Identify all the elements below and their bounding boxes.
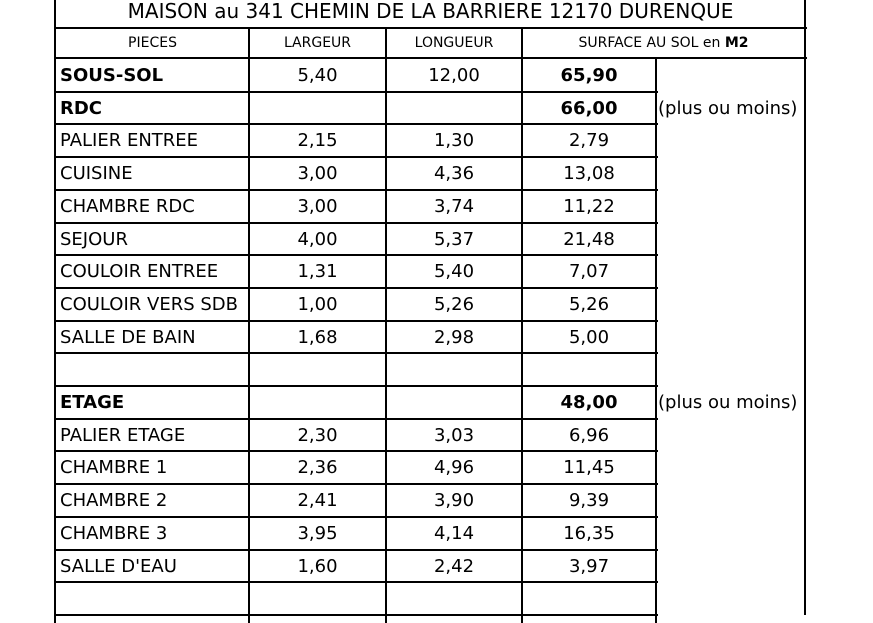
largeur-cell (249, 582, 386, 615)
room-name: CHAMBRE 3 (60, 523, 168, 544)
surface-cell: 48,00 (560, 392, 618, 413)
header-surface (522, 28, 805, 58)
header-surface-label: SURFACE AU SOL en (578, 35, 725, 51)
longueur-cell: 5,40 (433, 261, 475, 282)
header-surface-unit: M2 (724, 35, 749, 51)
longueur-cell: 1,30 (433, 130, 475, 151)
surface-cell: 5,26 (568, 294, 610, 315)
largeur-cell: 2,41 (297, 490, 338, 511)
surface-cell: 7,07 (568, 261, 610, 282)
surface-cell: 6,96 (568, 425, 610, 446)
surface-cell: 66,00 (560, 98, 618, 119)
room-name: ETAGE (60, 392, 125, 413)
grid-line-v (54, 0, 56, 623)
surface-cell: 16,35 (563, 523, 615, 544)
largeur-cell (249, 353, 386, 386)
largeur-cell: 3,95 (297, 523, 338, 544)
room-name: SOUS-SOL (60, 65, 164, 86)
header-largeur: LARGEUR (283, 35, 352, 51)
longueur-cell: 12,00 (428, 65, 480, 86)
room-name: SALLE D'EAU (60, 556, 177, 577)
longueur-cell (386, 386, 522, 419)
longueur-cell (386, 582, 522, 615)
room-name: CHAMBRE 2 (60, 490, 168, 511)
longueur-cell (386, 92, 522, 125)
surface-note: (plus ou moins) (658, 98, 798, 119)
largeur-cell (249, 92, 386, 125)
grid-line-h (56, 27, 807, 29)
largeur-cell: 1,68 (297, 327, 338, 348)
surface-cell (522, 353, 656, 386)
room-name: PALIER ENTREE (60, 130, 199, 151)
surface-cell: 13,08 (563, 163, 615, 184)
room-name (60, 582, 249, 615)
surface-cell: 11,22 (563, 196, 615, 217)
room-name: PALIER ETAGE (60, 425, 186, 446)
longueur-cell: 2,42 (433, 556, 475, 577)
largeur-cell: 2,36 (297, 457, 338, 478)
largeur-cell: 1,00 (297, 294, 338, 315)
longueur-cell: 5,37 (433, 229, 475, 250)
longueur-cell: 5,26 (433, 294, 475, 315)
room-name: SALLE DE BAIN (60, 327, 196, 348)
surface-cell: 3,97 (568, 556, 610, 577)
longueur-cell: 4,36 (433, 163, 475, 184)
surface-cell: 9,39 (568, 490, 610, 511)
largeur-cell (249, 386, 386, 419)
room-name: RDC (60, 98, 103, 119)
largeur-cell: 2,30 (297, 425, 338, 446)
largeur-cell: 5,40 (297, 65, 338, 86)
surface-cell: 21,48 (563, 229, 615, 250)
longueur-cell: 3,74 (433, 196, 475, 217)
surface-cell: 11,45 (563, 457, 615, 478)
longueur-cell: 4,14 (433, 523, 475, 544)
surface-cell: 2,79 (568, 130, 610, 151)
surface-cell: 65,90 (560, 65, 618, 86)
room-name: CHAMBRE RDC (60, 196, 195, 217)
room-name: COULOIR VERS SDB (60, 294, 238, 315)
largeur-cell: 3,00 (297, 196, 338, 217)
longueur-cell: 2,98 (433, 327, 475, 348)
room-name: CUISINE (60, 163, 133, 184)
sheet-title: MAISON au 341 CHEMIN DE LA BARRIERE 12170 DURENQUE (127, 0, 734, 23)
surface-cell (522, 582, 656, 615)
surface-note: (plus ou moins) (658, 392, 798, 413)
longueur-cell: 3,03 (433, 425, 475, 446)
grid-line-v (804, 0, 806, 615)
room-name: SEJOUR (60, 229, 128, 250)
room-name: CHAMBRE 1 (60, 457, 168, 478)
largeur-cell: 1,31 (297, 261, 338, 282)
surface-cell: 5,00 (568, 327, 610, 348)
longueur-cell: 3,90 (433, 490, 475, 511)
longueur-cell (386, 353, 522, 386)
largeur-cell: 3,00 (297, 163, 338, 184)
largeur-cell: 4,00 (297, 229, 338, 250)
header-pieces: PIECES (128, 35, 177, 51)
room-name (60, 353, 249, 386)
header-longueur: LONGUEUR (414, 35, 494, 51)
largeur-cell: 1,60 (297, 556, 338, 577)
longueur-cell: 4,96 (433, 457, 475, 478)
largeur-cell: 2,15 (297, 130, 338, 151)
room-name: COULOIR ENTREE (60, 261, 219, 282)
